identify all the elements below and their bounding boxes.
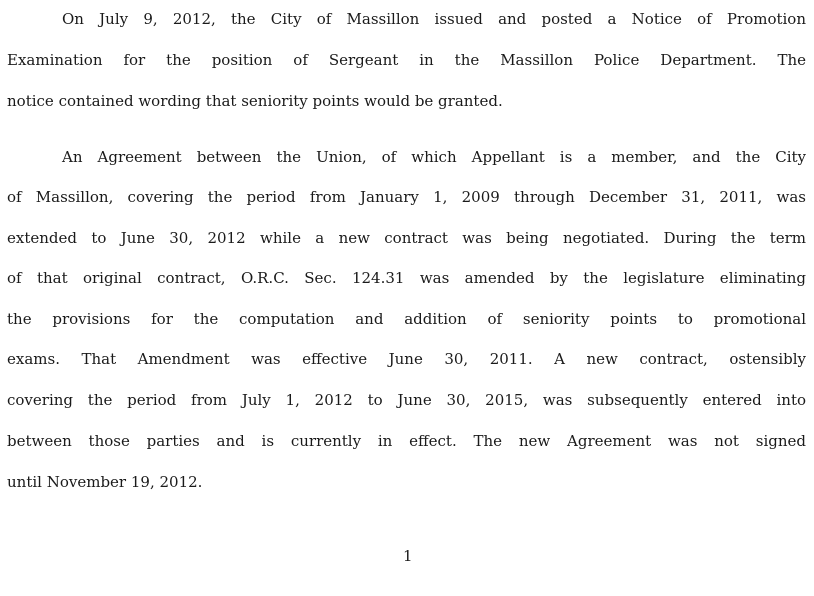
text-line: between those parties and is currently in effect. The new Agreement was not signed xyxy=(7,432,806,450)
text-line: notice contained wording that seniority points would be granted. xyxy=(7,92,503,110)
page-number: 1 xyxy=(403,547,413,565)
text-line: the provisions for the computation and addition of seniority points to promotional xyxy=(7,310,806,328)
text-line: An Agreement between the Union, of which Appellant is a member, and the City xyxy=(62,148,806,166)
text-line: covering the period from July 1, 2012 to June 30, 2015, was subsequently entered into xyxy=(7,391,806,409)
text-line: Examination for the position of Sergeant in the Massillon Police Department. The xyxy=(7,51,806,69)
text-line: until November 19, 2012. xyxy=(7,473,203,491)
text-line: of that original contract, O.R.C. Sec. 124.31 was amended by the legislature eliminating xyxy=(7,269,806,287)
text-line: of Massillon, covering the period from January 1, 2009 through December 31, 2011, was xyxy=(7,188,806,206)
text-line: exams. That Amendment was effective June 30, 2011. A new contract, ostensibly xyxy=(7,350,806,368)
text-line: On July 9, 2012, the City of Massillon issued and posted a Notice of Promotion xyxy=(62,10,806,28)
text-line: extended to June 30, 2012 while a new contract was being negotiated. During the term xyxy=(7,229,806,247)
